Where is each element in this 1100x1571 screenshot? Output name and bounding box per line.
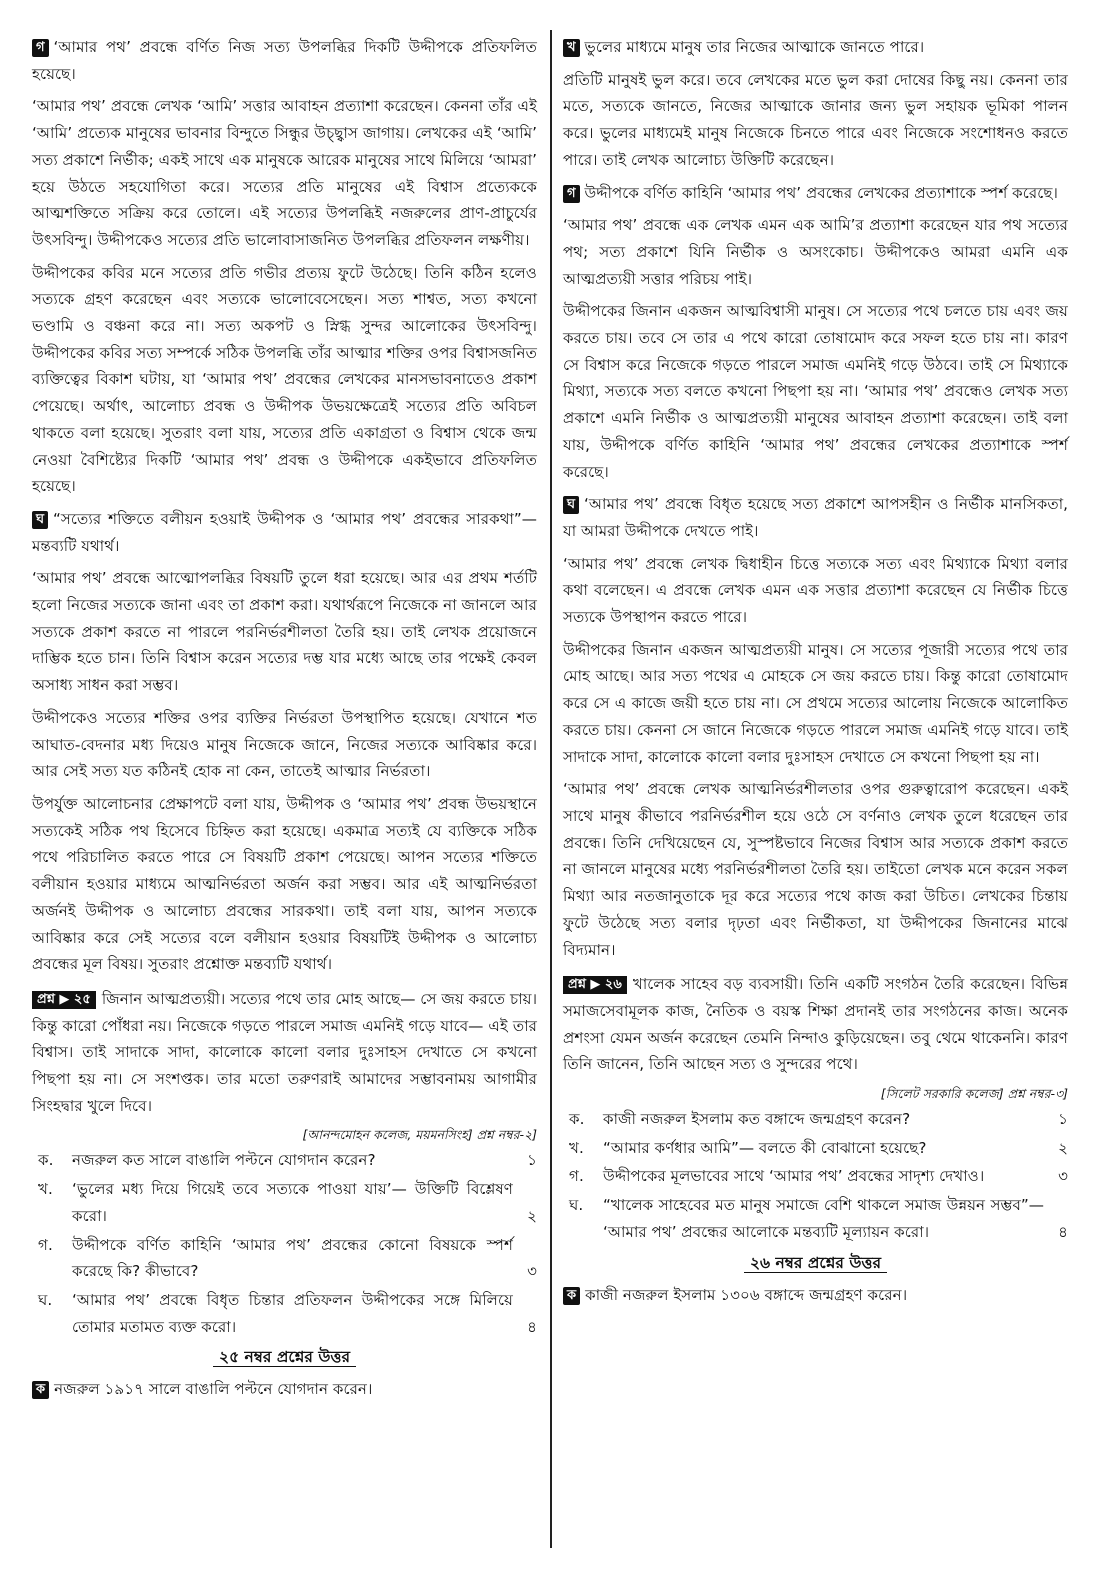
paragraph: ‘আমার পথ’ প্রবন্ধে এক লেখক এমন এক আমি’র প্রত্যাশা করেছেন যার পথ সত্যের পথ; সত্য প্রকাশে যিনি নির্ভীক ও অসংকোচ। উদ্দীপকেও আমরা এমনি এক আত্মপ্রত্যয়ী সত্তার পরিচয় পাই। [563, 216, 1068, 288]
paragraph: ‘আমার পথ’ প্রবন্ধে লেখক দ্বিধাহীন চিত্তে সত্যকে সত্য এবং মিথ্যাকে মিথ্যা বলার কথা বলেছেন। এ প্রবন্ধে লেখক এমন এক সত্তার প্রত্যাশা করেছেন যে নির্ভীক চিত্তে সত্যকে উপস্থাপন করতে পারে। [563, 554, 1068, 627]
answer-badge: গ [563, 185, 580, 203]
answer-section-heading: ২৫ নম্বর প্রশ্নের উত্তর [32, 1344, 537, 1370]
paragraph: ‘আমার পথ’ প্রবন্ধে লেখক ‘আমি’ সত্তার আবাহন প্রত্যাশা করেছেন। কেননা তাঁর এই ‘আমি’ প্রত্যেক মানুষের ভাবনার বিন্দুতে সিন্ধুর উচ্ছ্বাস জাগায়। লেখকের এই ‘আমি’ সত্য প্রকাশে নির্ভীক; একই সাথে এক মানুষকে আরেক মানুষের সাথে মিলিয়ে ‘আমরা’ হয়ে উঠতে সহযোগিতা করে। সত্যের প্রতি মানুষের এই বিশ্বাস প্রত্যেককে আত্মশক্তিতে সক্রিয় করে তোলে। এই সত্যের উপলব্ধিই নজরুলের প্রাণ-প্রাচুর্যের উৎসবিন্দু। উদ্দীপকেও সত্যের প্রতি ভালোবাসাজনিত উপলব্ধির প্রতিফলন লক্ষণীয়। [32, 97, 537, 249]
paragraph: ‘আমার পথ’ প্রবন্ধে লেখক আত্মনির্ভরশীলতার ওপর গুরুত্বারোপ করেছেন। একই সাথে মানুষ কীভাবে পরনির্ভরশীল হয়ে ওঠে সে বর্ণনাও লেখক তুলে ধরেছেন তার প্রবন্ধে। তিনি দেখিয়েছেন যে, সুস্পষ্টভাবে নিজের বিশ্বাস আর সত্যকে প্রকাশ করতে না জানলে মানুষের মধ্যে পরনির্ভরশীলতা তৈরি হয়। তাইতো লেখক মনে করেন সকল মিথ্যা আর নতজানুতাকে দূর করে সত্যের পথে কাজ করা উচিত। লেখকের চিন্তায় ফুটে উঠেছে সত্য বলার দৃঢ়তা এবং নির্ভীকতা, যা উদ্দীপকের জিনানের মাঝে বিদ্যমান। [563, 780, 1068, 959]
question-25-items [32, 1147, 537, 1340]
question-26-stem: প্রশ্ন ▶ ২৬ খালেক সাহেব বড় ব্যবসায়ী। তিনি একটি সংগঠন তৈরি করেছেন। বিভিন্ন সমাজসেবামূলক কাজ, নৈতিক ও বয়স্ক শিক্ষা প্রদানই তার সংগঠনের কাজ। অনেক প্রশংসা যেমন অর্জন করেছেন তেমনি নিন্দাও কুড়িয়েছেন। তবু থেমে থাকেননি। কারণ তিনি জানেন, তিনি আছেন সত্য ও সুন্দরের পথে। [563, 975, 1068, 1074]
paragraph: উপর্যুক্ত আলোচনার প্রেক্ষাপটে বলা যায়, উদ্দীপক ও ‘আমার পথ’ প্রবন্ধ উভয়স্থানে সত্যকেই সঠিক পথ হিসেবে চিহ্নিত করা হয়েছে। একমাত্র সত্যই যে ব্যক্তিকে সঠিক পথে পরিচালিত করতে পারে সে বিষয়টি প্রকাশ পেয়েছে। আপন সত্যের শক্তিতে বলীয়ান হওয়ার মাধ্যমে আত্মনির্ভরতা অর্জন করা সম্ভব। আর এই আত্মনির্ভরতা অর্জনই উদ্দীপক ও আলোচ্য প্রবন্ধের সারকথা। তাই বলা যায়, আপন সত্যকে আবিষ্কার করে সেই সত্যের বলে বলীয়ান হওয়ার বিষয়টিই উদ্দীপক ও আলোচ্য প্রবন্ধের মূল বিষয়। সুতরাং প্রশ্নোক্ত মন্তব্যটি যথার্থ। [32, 794, 537, 974]
question-26-items [563, 1106, 1068, 1246]
column-divider [550, 30, 552, 1548]
paragraph: উদ্দীপকের জিনান একজন আত্মপ্রত্যয়ী মানুষ। সে সত্যের পূজারী সত্যের পথে তার মোহ আছে। আর সত্য পথের এ মোহকে সে জয় করতে চায়। কিন্তু কারো তোষামোদ করে সে এ কাজে জয়ী হতে চায় না। সে প্রথমে সত্যের আলোয় নিজেকে আলোকিত করতে চায়। কেননা সে জানে নিজেকে গড়তে পারলে সমাজ এমনিই গড়ে যাবে। তাই সাদাকে সাদা, কালোকে কালো বলার দুঃসাহস দেখাতে সে কখনো পিছপা হয় না। [563, 640, 1068, 766]
sub-question: ক. কাজী নজরুল ইসলাম কত বঙ্গাব্দে জন্মগ্রহণ করেন? ১ [569, 1110, 1068, 1129]
left-column [32, 34, 537, 1409]
paragraph: প্রতিটি মানুষই ভুল করে। তবে লেখকের মতে ভুল করা দোষের কিছু নয়। কেননা তার মতে, সত্যকে জানতে, নিজের আত্মাকে জানার জন্য ভুল সহায়ক ভূমিকা পালন করে। ভুলের মাধ্যমেই মানুষ নিজেকে চিনতে পারে এবং নিজেকে সংশোধনও করতে পারে। তাই লেখক আলোচ্য উক্তিটি করেছেন। [563, 70, 1068, 169]
question-source: [আনন্দমোহন কলেজ, ময়মনসিংহ] প্রশ্ন নম্বর-২] [302, 1127, 537, 1143]
question-label: প্রশ্ন ▶ ২৬ [563, 976, 627, 994]
question-25-stem: প্রশ্ন ▶ ২৫ জিনান আত্মপ্রত্যয়ী। সত্যের পথে তার মোহ আছে— সে জয় করতে চায়। কিন্তু কারো পোঁধরা নয়। নিজেকে গড়তে পারলে সমাজ এমনিই গড়ে যাবে— এই তার বিশ্বাস। তাই সাদাকে সাদা, কালোকে কালো বলার দুঃসাহস দেখাতে সে কখনো পিছপা হয় না। সে সংশপ্তক। তার মতো তরুণরাই আমাদের সম্ভাবনাময় আগামীর সিংহদ্বার খুলে দিবে। [32, 989, 537, 1115]
paragraph: উদ্দীপকের কবির মনে সত্যের প্রতি গভীর প্রত্যয় ফুটে উঠেছে। তিনি কঠিন হলেও সত্যকে গ্রহণ করেছেন এবং সত্যকে ভালোবেসেছেন। সত্য শাশ্বত, সত্য কখনো ভণ্ডামি ও বঞ্চনা করে না। সত্য অকপট ও স্নিগ্ধ সুন্দর আলোকের উৎসবিন্দু। উদ্দীপকের কবির সত্য সম্পর্কে সঠিক উপলব্ধি তাঁর আত্মার শক্তির ওপর বিশ্বাসজনিত ব্যক্তিত্বের বিকাশ ঘটায়, যা ‘আমার পথ’ প্রবন্ধের লেখকের মানসভাবনাতেও প্রকাশ পেয়েছে। অর্থাৎ, আলোচ্য প্রবন্ধ ও উদ্দীপক উভয়ক্ষেত্রেই সত্যের প্রতি অবিচল থাকতে বলা হয়েছে। সুতরাং বলা যায়, সত্যের প্রতি একাগ্রতা ও বিশ্বাস থেকে জন্ম নেওয়া বৈশিষ্ট্যের দিকটি ‘আমার পথ’ প্রবন্ধ ও উদ্দীপকে একইভাবে প্রতিফলিত হয়েছে। [32, 263, 537, 496]
right-column [563, 34, 1068, 1314]
answer-gha-heading: ঘ ‘আমার পথ’ প্রবন্ধে বিধৃত হয়েছে সত্য প্রকাশে আপসহীন ও নির্ভীক মানসিকতা, যা আমরা উদ্দীপকে দেখতে পাই। [563, 495, 1068, 540]
answer-ka: ক নজরুল ১৯১৭ সালে বাঙালি পল্টনে যোগদান করেন। [32, 1376, 537, 1403]
answer-badge: ঘ [32, 511, 48, 529]
sub-question: গ. উদ্দীপকে বর্ণিত কাহিনি ‘আমার পথ’ প্রবন্ধের কোনো বিষয়কে স্পর্শ করেছে কি? কীভাবে? ৩ [38, 1235, 537, 1281]
paragraph: ‘আমার পথ’ প্রবন্ধে আত্মোপলব্ধির বিষয়টি তুলে ধরা হয়েছে। আর এর প্রথম শর্তটি হলো নিজের সত্যকে জানা এবং তা প্রকাশ করা। যথার্থরূপে নিজেকে না জানলে আর সত্যকে প্রকাশ করতে না পারলে পরনির্ভরশীলতা তৈরি হয়। তাই লেখক প্রয়োজনে দাম্ভিক হতে চান। তিনি বিশ্বাস করেন সত্যের দম্ভ যার মধ্যে আছে তার পক্ষেই কেবল অসাধ্য সাধন করা সম্ভব। [32, 569, 537, 695]
answer-badge: খ [563, 39, 580, 57]
answer-badge: গ [32, 39, 49, 57]
answer-section-heading: ২৬ নম্বর প্রশ্নের উত্তর [563, 1250, 1068, 1276]
answer-gha-heading: ঘ “সত্যের শক্তিতে বলীয়ন হওয়াই উদ্দীপক ও ‘আমার পথ’ প্রবন্ধের সারকথা”— মন্তব্যটি যথার্থ। [32, 509, 537, 555]
sub-question: ঘ. ‘আমার পথ’ প্রবন্ধে বিধৃত চিন্তার প্রতিফলন উদ্দীপকের সঙ্গে মিলিয়ে তোমার মতামত ব্যক্ত করো। ৪ [38, 1290, 537, 1336]
answer-ga-heading: গ ‘আমার পথ’ প্রবন্ধে বর্ণিত নিজ সত্য উপলব্ধির দিকটি উদ্দীপকে প্রতিফলিত হয়েছে। [32, 38, 537, 83]
answer-kha-heading: খ ভুলের মাধ্যমে মানুষ তার নিজের আত্মাকে জানতে পারে। [563, 34, 1068, 61]
sub-question: গ. উদ্দীপকের মূলভাবের সাথে ‘আমার পথ’ প্রবন্ধের সাদৃশ্য দেখাও। ৩ [569, 1167, 1068, 1186]
paragraph: উদ্দীপকেও সত্যের শক্তির ওপর ব্যক্তির নির্ভরতা উপস্থাপিত হয়েছে। যেখানে শত আঘাত-বেদনার মধ্য দিয়েও মানুষ নিজেকে জানে, নিজের সত্যকে আবিষ্কার করে। আর সেই সত্য যত কঠিনই হোক না কেন, তাতেই আত্মার নির্ভরতা। [32, 708, 537, 781]
question-source: [সিলেট সরকারি কলেজ] প্রশ্ন নম্বর-৩] [880, 1086, 1068, 1102]
sub-question: ঘ. “খালেক সাহেবের মত মানুষ সমাজে বেশি থাকলে সমাজ উন্নয়ন সম্ভব”— ‘আমার পথ’ প্রবন্ধের আলোকে মন্তব্যটি মূল্যায়ন করো। ৪ [569, 1196, 1068, 1241]
question-label: প্রশ্ন ▶ ২৫ [32, 991, 96, 1009]
paragraph: উদ্দীপকের জিনান একজন আত্মবিশ্বাসী মানুষ। সে সত্যের পথে চলতে চায় এবং জয় করতে চায়। তবে সে তার এ পথে কারো তোষামোদ করে সফল হতে চায় না। কারণ সে বিশ্বাস করে নিজেকে গড়তে পারলে সমাজ এমনিই গড়ে উঠবে। তাই সে মিথ্যাকে মিথ্যা, সত্যকে সত্য বলতে কখনো পিছপা হয় না। ‘আমার পথ’ প্রবন্ধেও লেখক সত্য প্রকাশে এমনি নির্ভীক ও আত্মপ্রত্যয়ী মানুষের আবাহন প্রত্যাশা করেছেন। তাই বলা যায়, উদ্দীপকে বর্ণিত কাহিনি ‘আমার পথ’ প্রবন্ধের লেখকের প্রত্যাশাকে স্পর্শ করেছে। [563, 302, 1068, 481]
sub-question: খ. ‘ভুলের মধ্য দিয়ে গিয়েই তবে সত্যকে পাওয়া যায়’— উক্তিটি বিশ্লেষণ করো। ২ [38, 1180, 537, 1225]
sub-question: ক. নজরুল কত সালে বাঙালি পল্টনে যোগদান করেন? ১ [38, 1151, 537, 1170]
sub-question: খ. “আমার কর্ণধার আমি”— বলতে কী বোঝানো হয়েছে? ২ [569, 1138, 1068, 1157]
answer-badge: ক [563, 1287, 580, 1305]
answer-badge: ঘ [563, 496, 579, 514]
answer-ka: ক কাজী নজরুল ইসলাম ১৩০৬ বঙ্গাব্দে জন্মগ্রহণ করেন। [563, 1282, 1068, 1309]
answer-ga-heading: গ উদ্দীপকে বর্ণিত কাহিনি ‘আমার পথ’ প্রবন্ধের লেখকের প্রত্যাশাকে স্পর্শ করেছে। [563, 180, 1068, 207]
answer-badge: ক [32, 1381, 49, 1399]
